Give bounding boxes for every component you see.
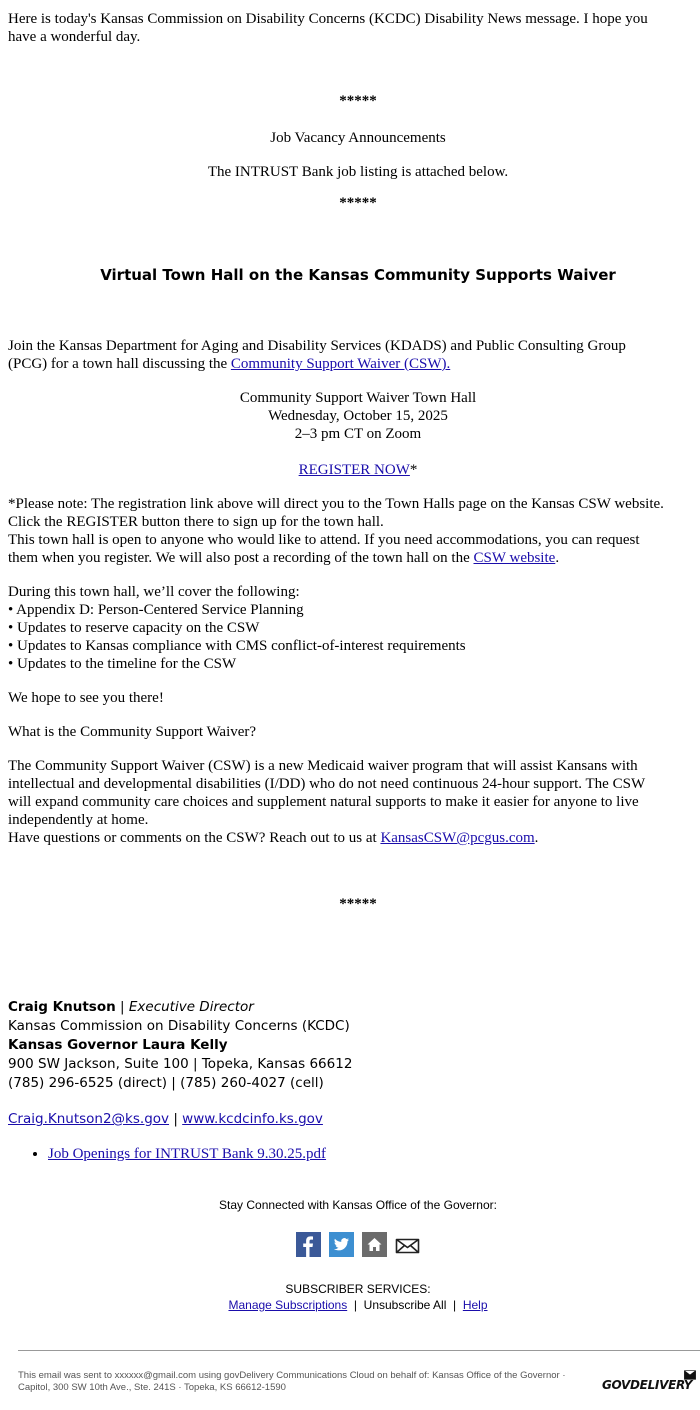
register-now-link[interactable]: REGISTER NOW <box>298 462 410 478</box>
signature-governor: Kansas Governor Laura Kelly <box>8 1037 228 1053</box>
note-line-4-text: them when you register. We will also post a recording of the town hall on the <box>8 550 474 566</box>
subscriber-services-links <box>0 1297 700 1313</box>
subscriber-services <box>0 1281 700 1313</box>
note-line-2: Click the REGISTER button there to sign up for the town hall. <box>8 514 384 530</box>
event-name: Community Support Waiver Town Hall <box>239 390 477 406</box>
signature-address: 900 SW Jackson, Suite 100 | Topeka, Kansas 66612 <box>8 1056 353 1072</box>
signature-email-link[interactable]: Craig.Knutson2@ks.gov <box>8 1111 170 1127</box>
signature-name-row <box>8 998 698 1017</box>
signature-website-link[interactable]: www.kcdcinfo.ks.gov <box>182 1111 323 1127</box>
list-item: • Appendix D: Person-Centered Service Planning <box>8 602 304 618</box>
disclaimer-line-1: This email was sent to xxxxxx@gmail.com using govDelivery Communications Cloud on behalf of: Kansas Office of the Governor · <box>18 1370 566 1381</box>
separator: ***** <box>339 195 377 211</box>
list-item: • Updates to the timeline for the CSW <box>8 656 237 672</box>
list-item <box>48 1145 326 1163</box>
attachment-list <box>8 1145 326 1163</box>
intro-line-1: Here is today's Kansas Commission on Disability Concerns (KCDC) Disability News message. I hope you <box>8 11 648 27</box>
attachment-link[interactable]: Job Openings for INTRUST Bank 9.30.25.pdf <box>48 1146 327 1162</box>
note-line-4-end: . <box>555 550 560 566</box>
intro-line-2: have a wonderful day. <box>8 29 141 45</box>
questions-line <box>8 829 698 847</box>
note-line-4 <box>8 549 700 567</box>
intro <box>8 10 698 46</box>
jobs-note: The INTRUST Bank job listing is attached below. <box>207 164 509 180</box>
signature-org: Kansas Commission on Disability Concerns (KCDC) <box>8 1018 350 1034</box>
registration-note <box>8 495 700 567</box>
register-asterisk: * <box>409 462 418 478</box>
desc-line-3: will expand community care choices and supplement natural supports to make it easier for anyone to live <box>8 794 639 810</box>
note-line-3: This town hall is open to anyone who would like to attend. If you need accommodations, you can request <box>8 532 640 548</box>
signature-links <box>8 1110 323 1129</box>
desc-line-2: intellectual and developmental disabilities (I/DD) who do not need continuous 24-hour support. The CSW <box>8 776 646 792</box>
join-line-2 <box>8 355 698 373</box>
desc-line-4: independently at home. <box>8 812 149 828</box>
home-icon[interactable] <box>362 1232 387 1257</box>
join-line-2-text: (PCG) for a town hall discussing the <box>8 356 231 372</box>
list-item: • Updates to reserve capacity on the CSW <box>8 620 260 636</box>
townhall-title: Virtual Town Hall on the Kansas Community Supports Waiver <box>100 266 616 284</box>
manage-subscriptions-link[interactable]: Manage Subscriptions <box>228 1298 348 1312</box>
disclaimer-line-2: Capitol, 300 SW 10th Ave., Ste. 241S · Topeka, KS 66612-1590 <box>18 1382 286 1393</box>
signature-link-divider: | <box>169 1111 183 1127</box>
questions-text: Have questions or comments on the CSW? Reach out to us at <box>8 830 381 846</box>
signature-phone: (785) 296-6525 (direct) | (785) 260-4027 (cell) <box>8 1075 324 1091</box>
csw-email-link[interactable]: KansasCSW@pcgus.com <box>380 830 535 846</box>
footer-sep: | <box>347 1298 364 1312</box>
desc-line-1: The Community Support Waiver (CSW) is a new Medicaid waiver program that will assist Kansans with <box>8 758 638 774</box>
register-row <box>0 461 700 479</box>
csw-description <box>8 757 698 847</box>
csw-link[interactable]: Community Support Waiver (CSW). <box>230 356 451 372</box>
stay-connected: Stay Connected with Kansas Office of the Governor: <box>219 1198 497 1212</box>
coverage-intro: During this town hall, we’ll cover the following: <box>8 584 300 600</box>
separator: ***** <box>339 896 377 912</box>
hope-text: We hope to see you there! <box>8 690 164 706</box>
note-line-1: *Please note: The registration link above will direct you to the Town Halls page on the Kansas CSW website. <box>8 496 664 512</box>
townhall-join <box>8 337 698 373</box>
footer-divider <box>18 1350 700 1351</box>
event-date: Wednesday, October 15, 2025 <box>268 408 448 424</box>
twitter-icon[interactable] <box>329 1232 354 1257</box>
email-icon[interactable] <box>395 1232 420 1257</box>
govdelivery-wordmark: GOVDELIVERY <box>602 1378 693 1392</box>
csw-website-link[interactable]: CSW website <box>473 550 556 566</box>
signature-role: Executive Director <box>128 999 254 1015</box>
separator: ***** <box>339 93 377 109</box>
social-icons <box>0 1232 700 1260</box>
join-line-1: Join the Kansas Department for Aging and Disability Services (KDADS) and Public Consulting Group <box>8 338 626 354</box>
event-details <box>0 389 700 443</box>
help-link[interactable]: Help <box>462 1298 488 1312</box>
subscriber-services-title: SUBSCRIBER SERVICES: <box>285 1282 431 1296</box>
event-time: 2–3 pm CT on Zoom <box>294 426 422 442</box>
govdelivery-logo <box>602 1370 698 1396</box>
jobs-heading: Job Vacancy Announcements <box>270 130 446 146</box>
footer-sep: | <box>446 1298 463 1312</box>
unsubscribe-all-link[interactable]: Unsubscribe All <box>363 1298 447 1312</box>
footer-disclaimer <box>18 1370 608 1394</box>
questions-end: . <box>534 830 539 846</box>
list-item: • Updates to Kansas compliance with CMS conflict-of-interest requirements <box>8 638 466 654</box>
facebook-icon[interactable] <box>296 1232 321 1257</box>
what-is-heading: What is the Community Support Waiver? <box>8 724 257 740</box>
signature-divider: | <box>115 999 129 1015</box>
signature-name: Craig Knutson <box>8 999 116 1015</box>
coverage-list <box>8 583 698 673</box>
signature <box>8 998 698 1093</box>
